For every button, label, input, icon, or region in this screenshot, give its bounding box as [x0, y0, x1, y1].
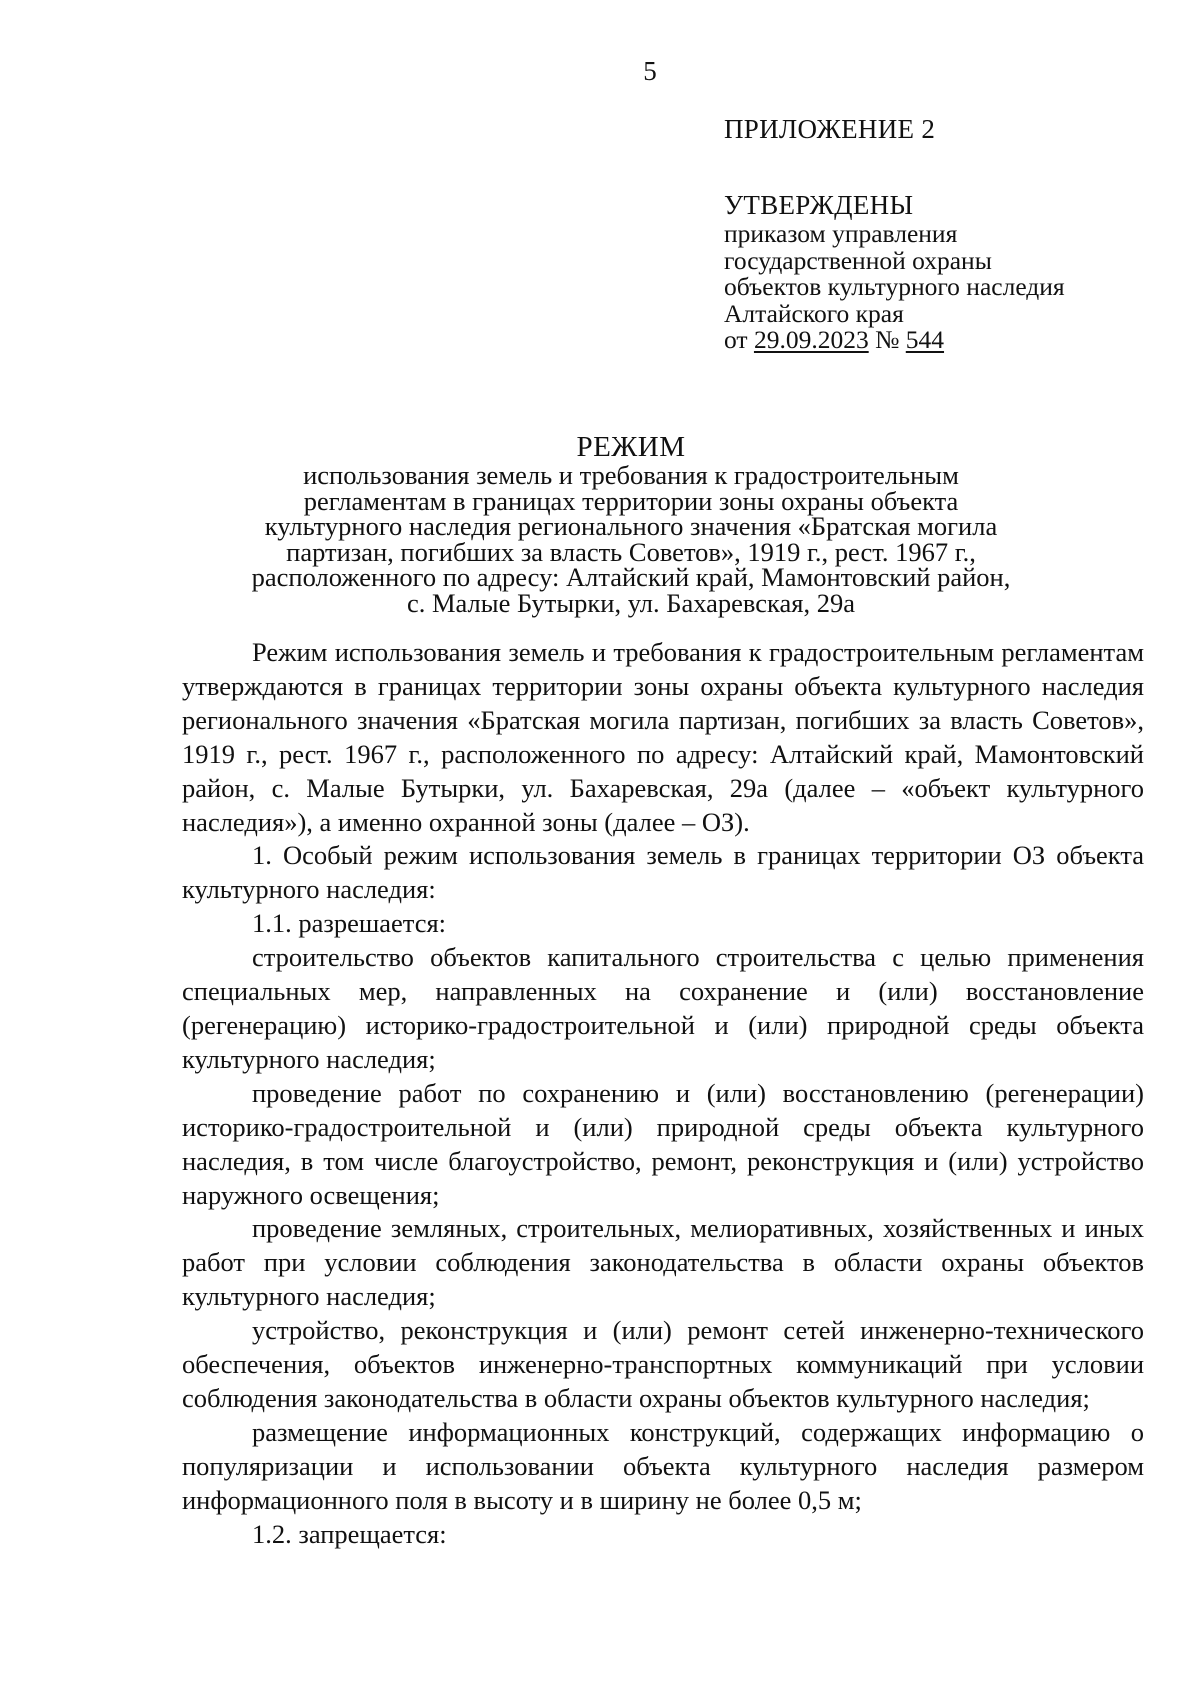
- approved-title: УТВЕРЖДЕНЫ: [724, 190, 914, 220]
- document-title: [0, 432, 1200, 616]
- order-number-label: №: [875, 325, 906, 354]
- list-item-allowed: строительство объектов капитального строительства с целью применения специальных мер, направленных на сохранение и (или) восстановление (регенерацию) историко-градостроительной и (или) природной среды объекта культурного наследия;: [182, 942, 1144, 1074]
- title-line: регламентам в границах территории зоны охраны объекта: [303, 485, 959, 516]
- approval-line: государственной охраны: [724, 245, 992, 275]
- title-line: использования земель и требования к градостроительным: [303, 460, 959, 490]
- title-line: расположенного по адресу: Алтайский край, Мамонтовский район,: [251, 562, 1011, 592]
- order-date-prefix: от: [724, 325, 754, 354]
- appendix-title: ПРИЛОЖЕНИЕ 2: [724, 114, 936, 144]
- paragraph-section-1-1: 1.1. разрешается:: [252, 908, 447, 939]
- paragraph-intro: Режим использования земель и требования к градостроительным регламентам утверждаются в границах территории зоны охраны объекта культурного наследия регионального значения «Братская могила партизан, погибших за власть Советов», 1919 г., рест. 1967 г., расположенного по адресу: Алтайский край, Мамонтовский район, с. Малые Бутырки, ул. Бахаревская, 29а (далее – «объект культурного наследия»), а именно охранной зоны (далее – ОЗ).: [182, 637, 1144, 837]
- list-item-allowed: проведение земляных, строительных, мелиоративных, хозяйственных и иных работ при условии соблюдения законодательства в области охраны объектов культурного наследия;: [182, 1213, 1144, 1312]
- approval-line: объектов культурного наследия: [724, 272, 1065, 301]
- list-item-allowed: проведение работ по сохранению и (или) восстановлению (регенерации) историко-градостроительной и (или) природной среды объекта культурного наследия, в том числе благоустройство, ремонт, реконструкция и (или) устройство наружного освещения;: [182, 1077, 1144, 1210]
- title-heading: РЕЖИМ: [576, 431, 686, 463]
- title-line: партизан, погибших за власть Советов», 1919 г., рест. 1967 г.,: [286, 536, 976, 567]
- order-date: 29.09.2023: [753, 325, 869, 354]
- title-line: с. Малые Бутырки, ул. Бахаревская, 29а: [406, 587, 855, 618]
- list-item-allowed: размещение информационных конструкций, содержащих информацию о популяризации и использовании объекта культурного наследия размером информационного поля в высоту и в ширину не более 0,5 м;: [182, 1416, 1144, 1515]
- list-item-allowed: устройство, реконструкция и (или) ремонт сетей инженерно-технического обеспечения, объектов инженерно-транспортных коммуникаций при условии соблюдения законодательства в области охраны объектов культурного наследия;: [182, 1315, 1144, 1413]
- paragraph-section-1: 1. Особый режим использования земель в границах территории ОЗ объекта культурного наследия:: [182, 840, 1144, 905]
- approval-line: Алтайского края: [724, 298, 904, 328]
- approval-line: приказом управления: [724, 219, 958, 248]
- paragraph-section-1-2: 1.2. запрещается:: [252, 1518, 447, 1549]
- order-number: 544: [905, 325, 945, 354]
- order-date-line: [724, 327, 1164, 354]
- page-number: 5: [643, 56, 657, 86]
- title-line: культурного наследия регионального значения «Братская могила: [264, 511, 998, 541]
- approval-block: [724, 112, 1164, 354]
- body-text: [182, 636, 1144, 1551]
